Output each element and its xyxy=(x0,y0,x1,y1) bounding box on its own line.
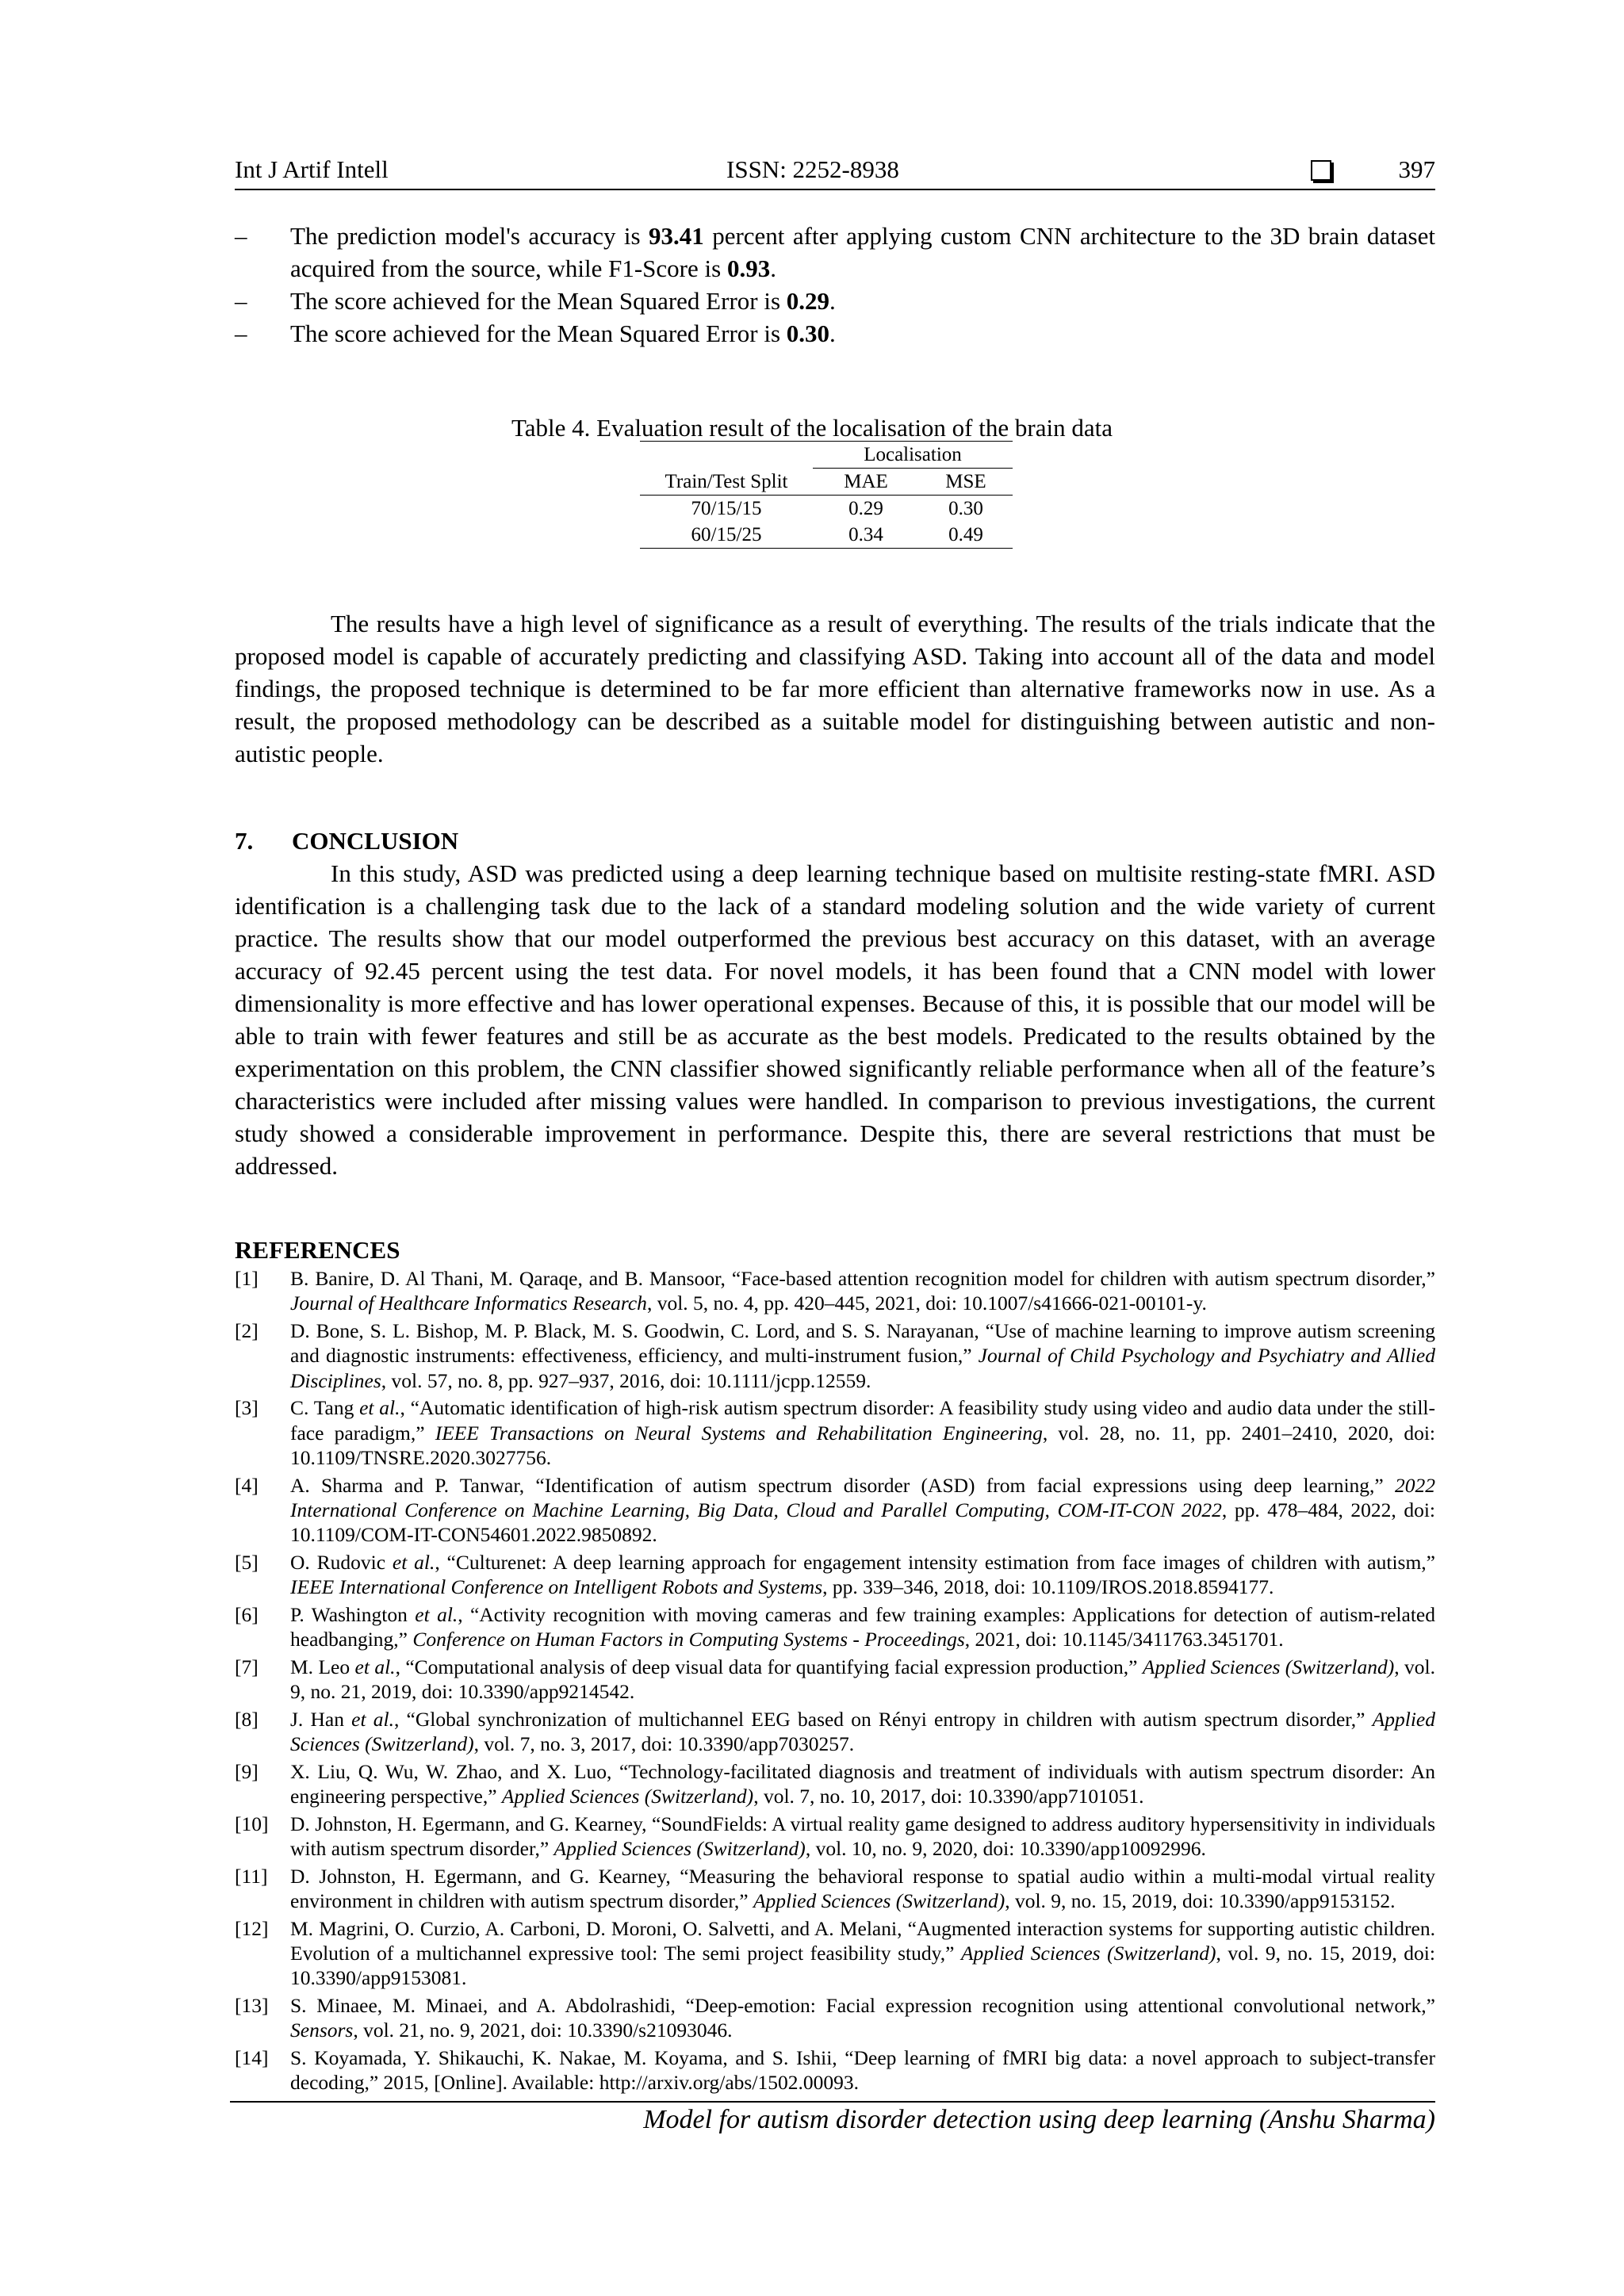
reference-italic-text: Applied Sciences (Switzerland) xyxy=(501,1785,754,1808)
reference-number: [2] xyxy=(235,1318,259,1342)
reference-text xyxy=(290,1864,1435,1914)
conclusion-paragraph: In this study, ASD was predicted using a deep learning technique based on multisite resting-state fMRI. ASD identification is a challenging task due to the lack of a standard modeling solution and the wide variety of current practice. The results show that our model outperformed the previous best accuracy on this dataset, with an average accuracy of 92.45 percent using the test data. For novel models, it has been found that a CNN model with lower dimensionality is more effective and has lower operational expenses. Because of this, it is possible that our model will be able to train with fewer features and still be as accurate as the best models. Predicated to the results obtained by the experimentation on this problem, the CNN classifier showed significantly reliable performance when all of the feature’s characteristics were included after missing values were handled. In comparison to previous investigations, the current study showed a considerable improvement in performance. Despite this, there are several restrictions that must be addressed. xyxy=(235,859,1435,1180)
reference-text-part: S. Koyamada, Y. Shikauchi, K. Nakae, M. Koyama, and S. Ishii, “Deep learning of fMRI big data: a novel approach to subject-transfer decoding,” 2015, [Online]. Available: http://arxiv.org/abs/1502.00093. xyxy=(290,2045,1435,2095)
reference-number: [10] xyxy=(235,1812,269,1835)
reference-text xyxy=(290,1266,1435,1316)
footer-rule xyxy=(230,2101,1435,2103)
reference-text-part: M. Leo xyxy=(290,1655,355,1678)
table-cell: 70/15/15 xyxy=(691,498,762,519)
reference-text-part: , pp. 478–484, 2022, doi: 10.1109/COM-IT-CON54601.2022.9850892. xyxy=(290,1498,1436,1547)
bullet-bold-value: 0.29 xyxy=(786,287,830,315)
running-header xyxy=(235,155,1435,190)
reference-italic-text: et al. xyxy=(351,1707,394,1731)
reference-text-part: , “Activity recognition with moving cameras and few training examples: Applications for detection of autism-related headbanging,” xyxy=(290,1602,1435,1651)
reference-italic-text: et al. xyxy=(392,1550,435,1574)
reference-item xyxy=(235,1550,1435,1600)
reference-text-part: , “Culturenet: A deep learning approach for engagement intensity estimation from face images of children with autism,” xyxy=(435,1550,1435,1574)
reference-item xyxy=(235,1395,1435,1470)
reference-text-part: , vol. 10, no. 9, 2020, doi: 10.3390/app10092996. xyxy=(805,1837,1206,1861)
table-cell: 0.34 xyxy=(848,524,883,545)
column-header: MAE xyxy=(844,471,888,492)
table-row xyxy=(640,522,1013,548)
table-group-header: Localisation xyxy=(864,444,962,465)
reference-text-part: D. Johnston, H. Egermann, and G. Kearney, “SoundFields: A virtual reality game designed to address auditory hypersensitivity in individuals with autism spectrum disorder,” xyxy=(290,1812,1435,1861)
reference-item xyxy=(235,1602,1435,1652)
reference-italic-text: Applied Sciences (Switzerland) xyxy=(1142,1655,1395,1678)
table-row xyxy=(640,496,1013,522)
bullet-bold-value: 0.93 xyxy=(726,254,771,282)
reference-number: [1] xyxy=(235,1267,259,1290)
reference-italic-text: 2022 International Conference on Machine Learning, Big Data, Cloud and Parallel Computing, COM-IT-CON 2022 xyxy=(290,1473,1435,1521)
reference-number: [13] xyxy=(235,1994,269,2017)
list-item xyxy=(235,285,1435,317)
reference-number: [11] xyxy=(235,1864,268,1888)
reference-text-part: , vol. 7, no. 10, 2017, doi: 10.3390/app7101051. xyxy=(753,1785,1144,1808)
section-heading xyxy=(235,825,458,857)
bullet-text: . xyxy=(829,287,836,315)
list-item xyxy=(235,220,1435,285)
reference-text-part: J. Han xyxy=(290,1707,352,1731)
column-header: MSE xyxy=(945,471,986,492)
reference-italic-text: Applied Sciences (Switzerland) xyxy=(753,1889,1005,1913)
reference-text xyxy=(290,1707,1435,1757)
reference-text xyxy=(290,1473,1435,1548)
reference-text-part: , vol. 28, no. 11, pp. 2401–2410, 2020, doi: 10.1109/TNSRE.2020.3027756. xyxy=(290,1421,1436,1469)
reference-text-part: M. Magrini, O. Curzio, A. Carboni, D. Moroni, O. Salvetti, and A. Melani, “Augmented interaction systems for supporting autistic children. Evolution of a multichannel expressive tool: The semi project feasibility study,” xyxy=(290,1916,1435,1965)
reference-text-part: , “Global synchronization of multichannel EEG based on Rényi entropy in children with autism spectrum disorder,” xyxy=(393,1707,1373,1731)
table-cell: 0.49 xyxy=(948,524,983,545)
reference-text xyxy=(290,1916,1435,1991)
table-cell: 0.30 xyxy=(948,498,983,519)
reference-item xyxy=(235,1812,1435,1862)
reference-italic-text: Applied Sciences (Switzerland) xyxy=(960,1942,1216,1965)
reference-number: [3] xyxy=(235,1396,259,1420)
reference-text xyxy=(290,1395,1435,1470)
reference-italic-text: et al. xyxy=(359,1396,400,1420)
reference-text-part: , “Computational analysis of deep visual data for quantifying facial expression production,” xyxy=(395,1655,1143,1678)
reference-italic-text: Journal of Child Psychology and Psychiatry and Allied Disciplines xyxy=(290,1344,1435,1392)
reference-item xyxy=(235,1473,1435,1548)
evaluation-table xyxy=(640,441,1013,549)
reference-text-part: X. Liu, Q. Wu, W. Zhao, and X. Luo, “Technology-facilitated diagnosis and treatment of individuals with autism spectrum disorder: An engineering perspective,” xyxy=(290,1759,1435,1808)
reference-text-part: D. Bone, S. L. Bishop, M. P. Black, M. S. Goodwin, C. Lord, and S. S. Narayanan, “Use of machine learning to improve autism screening and diagnostic instruments: effectiveness, efficiency, and multi-instrument fusion,” xyxy=(290,1318,1435,1368)
reference-text-part: , 2021, doi: 10.1145/3411763.3451701. xyxy=(964,1628,1284,1651)
references-list xyxy=(235,1266,1435,2098)
references-heading: REFERENCES xyxy=(235,1236,400,1264)
journal-name: Int J Artif Intell xyxy=(235,155,389,183)
reference-item xyxy=(235,1993,1435,2043)
reference-text xyxy=(290,1655,1435,1705)
reference-item xyxy=(235,1318,1435,1393)
bullet-text: The score achieved for the Mean Squared Error is xyxy=(290,287,787,315)
reference-italic-text: et al. xyxy=(415,1602,458,1626)
reference-text-part: O. Rudovic xyxy=(290,1550,393,1574)
header-rule xyxy=(235,189,1435,190)
reference-text-part: , pp. 339–346, 2018, doi: 10.1109/IROS.2018.8594177. xyxy=(822,1575,1274,1599)
reference-number: [6] xyxy=(235,1602,259,1626)
results-bullet-list xyxy=(235,220,1435,350)
reference-text-part: P. Washington xyxy=(290,1602,416,1626)
bullet-text: percent after applying custom CNN architecture to the 3D brain dataset acquired from the source, while F1-Score is xyxy=(290,222,1435,282)
reference-italic-text: et al. xyxy=(354,1655,396,1678)
reference-text xyxy=(290,1812,1435,1862)
reference-item xyxy=(235,1864,1435,1914)
bullet-bold-value: 0.30 xyxy=(786,320,830,347)
reference-text-part: , vol. 9, no. 15, 2019, doi: 10.3390/app9153081. xyxy=(290,1942,1435,1990)
reference-text-part: , vol. 7, no. 3, 2017, doi: 10.3390/app7030257. xyxy=(473,1732,855,1756)
reference-text-part: C. Tang xyxy=(290,1396,360,1420)
issn: ISSN: 2252-8938 xyxy=(726,155,899,183)
reference-italic-text: Applied Sciences (Switzerland) xyxy=(553,1837,806,1861)
bullet-text: . xyxy=(770,254,776,282)
table-cell: 60/15/25 xyxy=(691,524,762,545)
reference-italic-text: Sensors xyxy=(290,2019,354,2042)
table-cell: 0.29 xyxy=(848,498,883,519)
reference-text-part: , vol. 9, no. 21, 2019, doi: 10.3390/app9214542. xyxy=(290,1655,1435,1704)
reference-text xyxy=(290,2045,1435,2095)
reference-text xyxy=(290,1602,1435,1652)
reference-number: [7] xyxy=(235,1655,259,1678)
reference-italic-text: Journal of Healthcare Informatics Research xyxy=(290,1292,647,1315)
reference-number: [9] xyxy=(235,1759,259,1783)
reference-item xyxy=(235,2045,1435,2095)
reference-number: [5] xyxy=(235,1550,259,1574)
reference-text-part: , vol. 57, no. 8, pp. 927–937, 2016, doi: 10.1111/jcpp.12559. xyxy=(381,1368,871,1392)
reference-text-part: D. Johnston, H. Egermann, and G. Kearney, “Measuring the behavioral response to spatial audio within a multi-modal virtual reality environment in children with autism spectrum disorder,” xyxy=(290,1864,1435,1913)
reference-item xyxy=(235,1655,1435,1705)
reference-text-part: A. Sharma and P. Tanwar, “Identification of autism spectrum disorder (ASD) from facial expressions using deep learning,” xyxy=(290,1473,1395,1497)
running-footer: Model for autism disorder detection using deep learning (Anshu Sharma) xyxy=(643,2105,1435,2134)
bullet-dash: – xyxy=(235,222,247,250)
bullet-dash: – xyxy=(235,320,247,347)
table-bottom-rule xyxy=(640,548,1013,549)
reference-item xyxy=(235,1916,1435,1991)
reference-item xyxy=(235,1266,1435,1316)
bullet-bold-value: 93.41 xyxy=(649,222,704,250)
reference-text xyxy=(290,1318,1435,1393)
reference-italic-text: Applied Sciences (Switzerland) xyxy=(290,1707,1435,1756)
reference-text-part: B. Banire, D. Al Thani, M. Qaraqe, and B. Mansoor, “Face-based attention recognition model for children with autism spectrum disorder,” xyxy=(290,1267,1435,1290)
reference-italic-text: Conference on Human Factors in Computing Systems - Proceedings xyxy=(412,1628,965,1651)
reference-text-part: , vol. 5, no. 4, pp. 420–445, 2021, doi: 10.1007/s41666-021-00101-y. xyxy=(646,1292,1207,1315)
page-number: 397 xyxy=(1398,155,1435,183)
reference-number: [12] xyxy=(235,1916,269,1940)
results-paragraph: The results have a high level of significance as a result of everything. The results of the trials indicate that the proposed model is capable of accurately predicting and classifying ASD. Taking into account all of the data and model findings, the proposed technique is determined to be far more efficient than alternative frameworks now in use. As a result, the proposed methodology can be described as a suitable model for distinguishing between autistic and non-autistic people. xyxy=(235,610,1435,767)
reference-text xyxy=(290,1993,1435,2043)
bullet-text: . xyxy=(829,320,836,347)
table-header-row xyxy=(640,469,1013,495)
bullet-text: The prediction model's accuracy is xyxy=(290,222,649,250)
column-header: Train/Test Split xyxy=(665,471,788,492)
reference-italic-text: IEEE International Conference on Intelligent Robots and Systems xyxy=(290,1575,823,1599)
reference-number: [4] xyxy=(235,1473,259,1497)
table-caption: Table 4. Evaluation result of the localisation of the brain data xyxy=(511,414,1113,442)
bullet-text: The score achieved for the Mean Squared Error is xyxy=(290,320,787,347)
bullet-dash: – xyxy=(235,287,247,315)
reference-italic-text: IEEE Transactions on Neural Systems and Rehabilitation Engineering xyxy=(435,1421,1043,1445)
reference-number: [8] xyxy=(235,1707,259,1731)
square-icon xyxy=(1311,160,1331,181)
section-number: 7. xyxy=(235,827,254,855)
reference-text-part: , vol. 21, no. 9, 2021, doi: 10.3390/s21093046. xyxy=(353,2019,733,2042)
reference-item xyxy=(235,1759,1435,1809)
section-title: CONCLUSION xyxy=(292,827,459,855)
reference-text-part: S. Minaee, M. Minaei, and A. Abdolrashidi, “Deep-emotion: Facial expression recognition using attentional convolutional network,” xyxy=(290,1994,1435,2017)
list-item xyxy=(235,317,1435,350)
reference-text xyxy=(290,1550,1435,1600)
reference-number: [14] xyxy=(235,2045,269,2069)
reference-text xyxy=(290,1759,1435,1809)
reference-item xyxy=(235,1707,1435,1757)
reference-text-part: , vol. 9, no. 15, 2019, doi: 10.3390/app9153152. xyxy=(1005,1889,1396,1913)
reference-text-part: , “Automatic identification of high-risk autism spectrum disorder: A feasibility study using video and audio data under the still-face paradigm,” xyxy=(290,1396,1435,1445)
